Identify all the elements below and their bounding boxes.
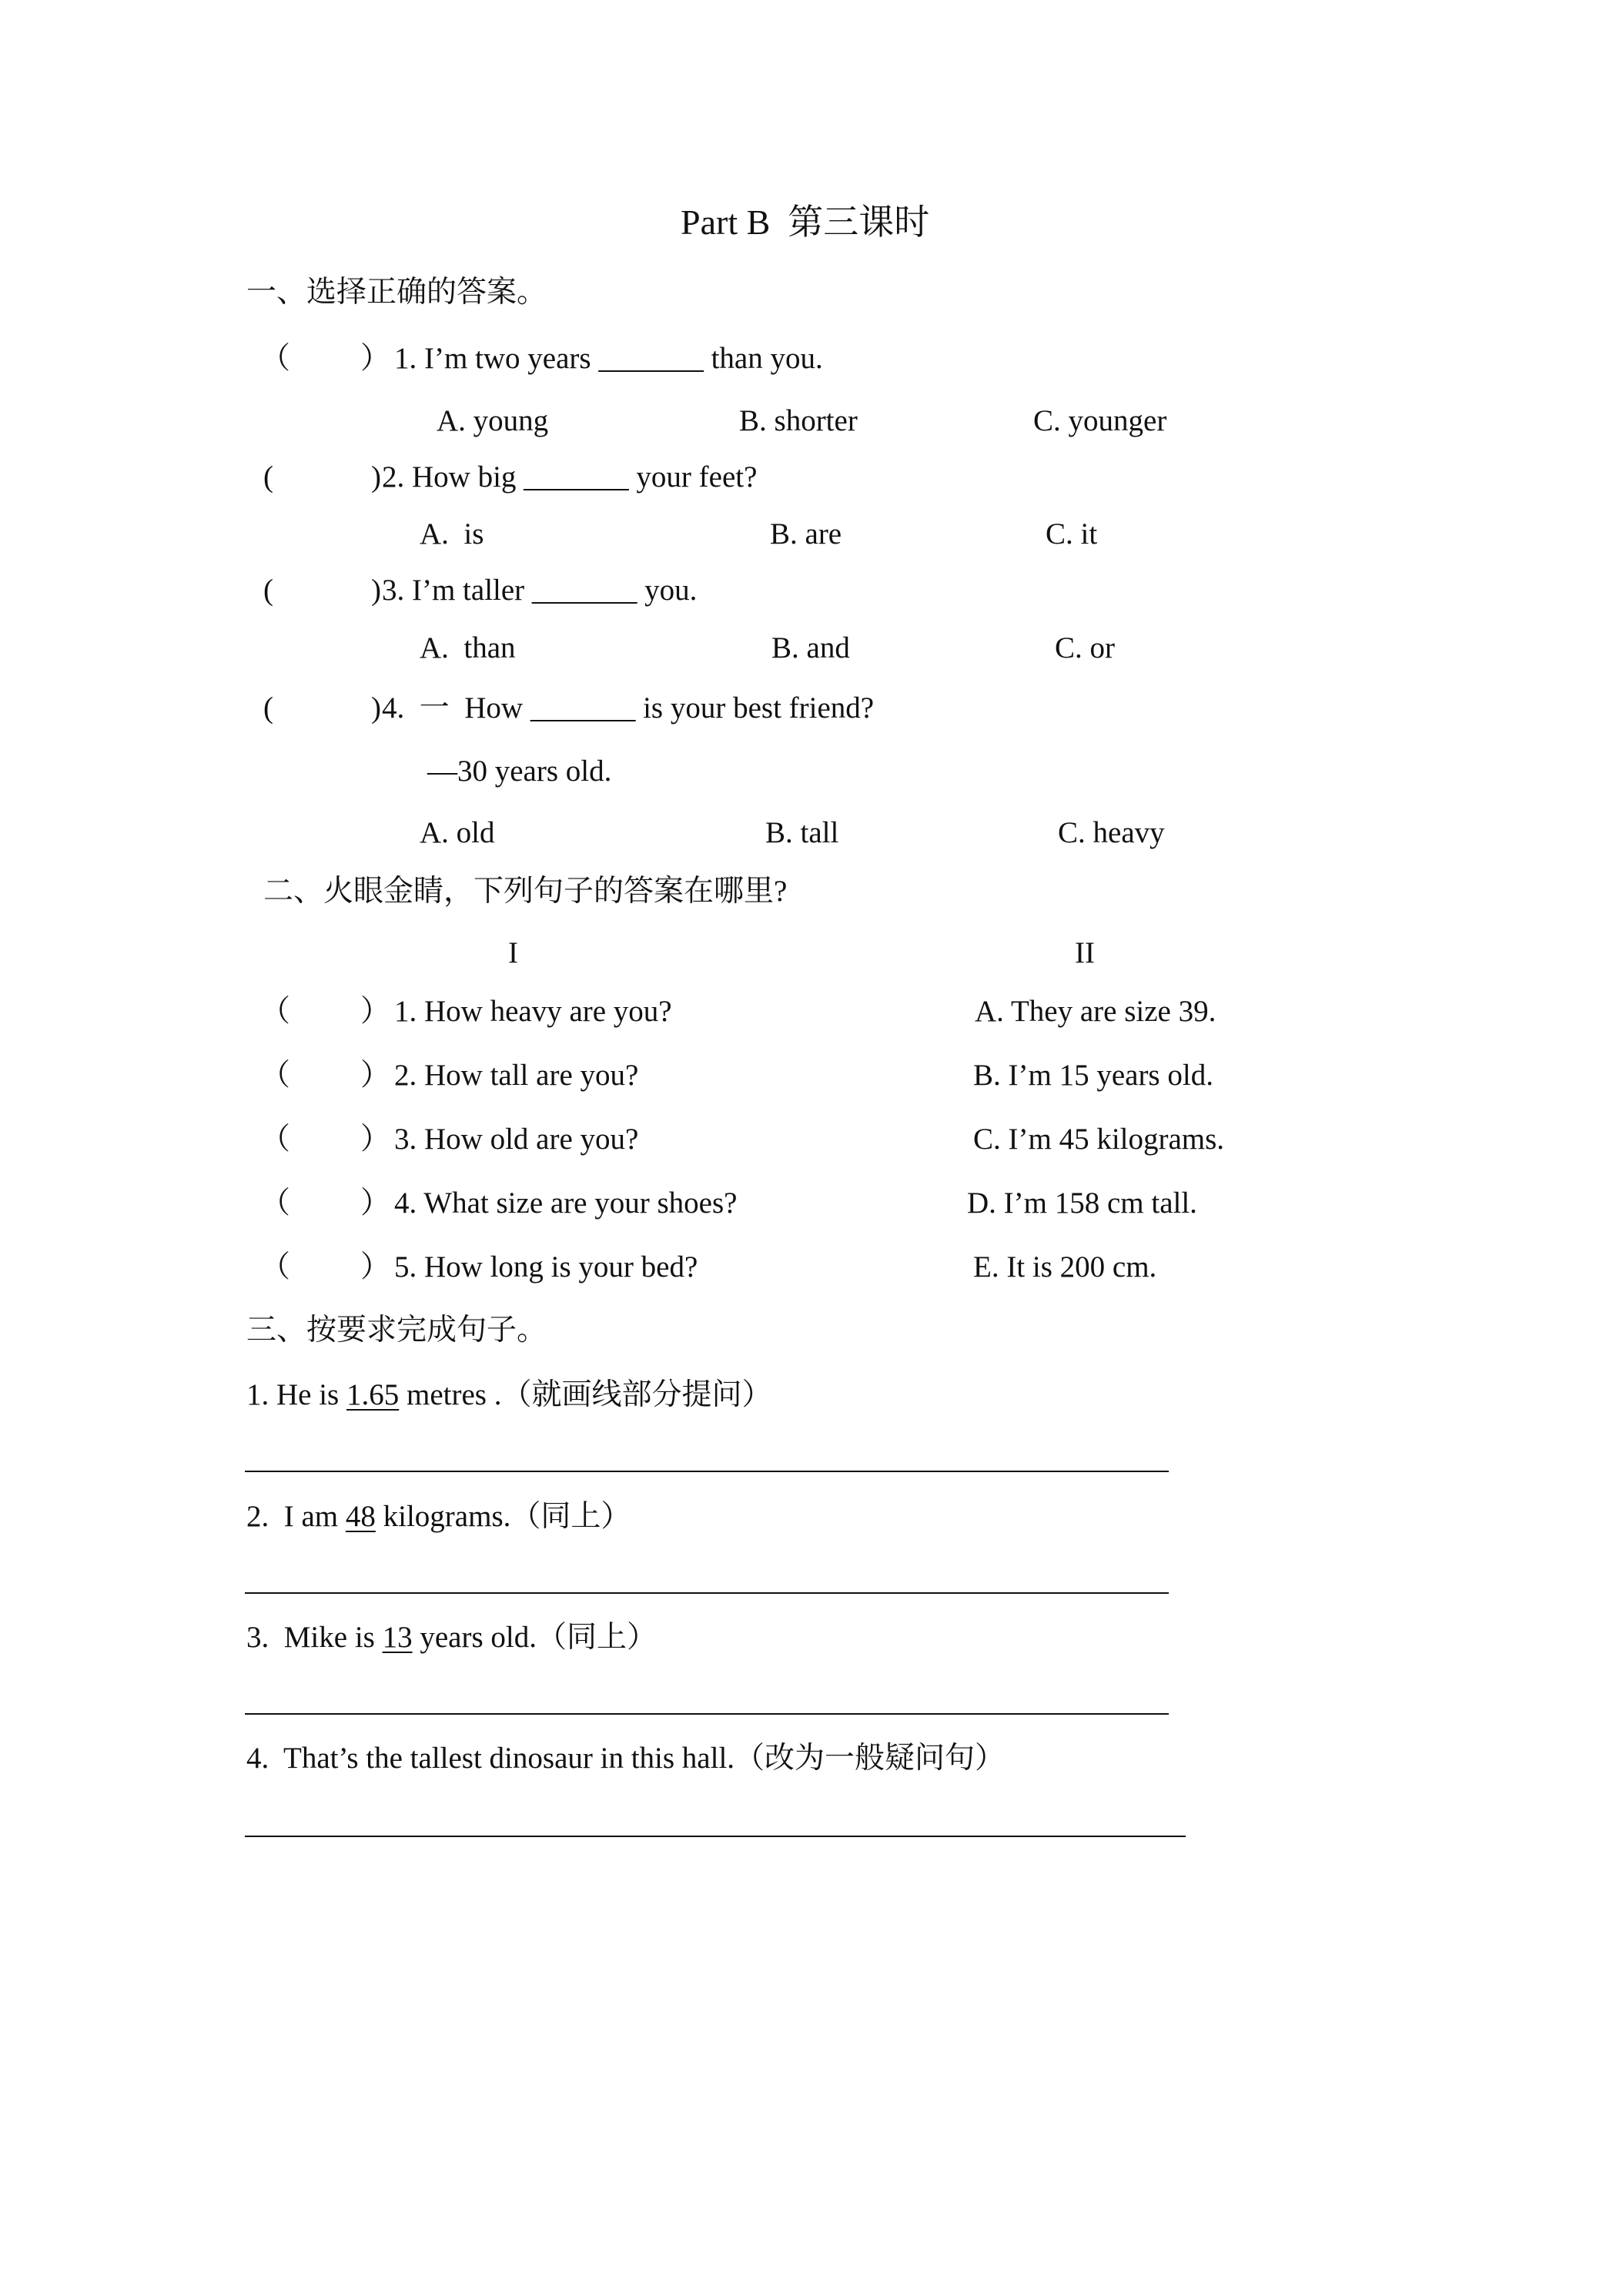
question-text: 2. How big _______ your feet?: [382, 460, 758, 494]
option-c: C. or: [1055, 631, 1115, 664]
answer-bracket-open: （: [260, 1059, 291, 1092]
answer-bracket-open: (: [263, 691, 273, 725]
answer-bracket-close: ）: [360, 1123, 391, 1156]
option-a: A. old: [420, 816, 495, 849]
underlined-part: 13: [382, 1621, 413, 1654]
answer-bracket-close: ）: [360, 1250, 391, 1284]
answer-bracket-close: ): [371, 574, 381, 607]
underlined-part: 48: [345, 1500, 376, 1533]
answer-line: —30 years old.: [427, 755, 612, 788]
item-suffix: years old.（同上）: [412, 1621, 657, 1654]
rewrite-item-3: [246, 1622, 657, 1652]
match-answer: A. They are size 39.: [975, 995, 1216, 1028]
rewrite-item-4: [246, 1743, 1005, 1773]
section2-heading: 二、火眼金睛，下列句子的答案在哪里?: [263, 875, 788, 908]
option-b: B. and: [771, 631, 850, 664]
match-answer: C. I’m 45 kilograms.: [973, 1123, 1225, 1156]
answer-bracket-open: （: [260, 1123, 291, 1156]
answer-bracket-open: （: [260, 995, 291, 1028]
answer-bracket-close: ）: [360, 1059, 391, 1092]
option-b: B. shorter: [739, 404, 858, 437]
answer-bracket-open: (: [263, 574, 273, 607]
column-header-i: I: [508, 936, 518, 969]
answer-bracket-open: （: [260, 1250, 291, 1284]
item-prefix: 4. That’s the tallest dinosaur in this hall.（改为一般疑问句）: [246, 1742, 1006, 1775]
option-b: B. are: [770, 517, 842, 551]
option-c: C. younger: [1033, 404, 1167, 437]
column-header-ii: II: [1075, 936, 1095, 969]
underlined-part: 1.65: [346, 1378, 400, 1411]
match-question: 3. How old are you?: [394, 1123, 639, 1156]
option-c: C. it: [1046, 517, 1098, 551]
match-answer: B. I’m 15 years old.: [973, 1059, 1213, 1092]
match-question: 4. What size are your shoes?: [394, 1186, 738, 1220]
answer-bracket-open: (: [263, 460, 273, 494]
answer-bracket-close: ）: [360, 995, 391, 1028]
option-a: A. young: [437, 404, 549, 437]
match-answer: E. It is 200 cm.: [973, 1250, 1157, 1284]
answer-line-4[interactable]: [245, 1836, 1186, 1837]
section1-heading: 一、选择正确的答案。: [246, 276, 547, 309]
answer-bracket-open: （: [260, 342, 291, 375]
answer-line-1[interactable]: [245, 1471, 1169, 1472]
answer-bracket-close: ): [371, 460, 381, 494]
option-c: C. heavy: [1058, 816, 1165, 849]
match-question: 1. How heavy are you?: [394, 995, 672, 1028]
answer-bracket-close: ）: [360, 342, 391, 375]
answer-bracket-close: ): [371, 691, 381, 725]
option-a: A. is: [420, 517, 484, 551]
match-question: 5. How long is your bed?: [394, 1250, 698, 1284]
item-prefix: 3. Mike is: [246, 1621, 383, 1654]
answer-line-3[interactable]: [245, 1713, 1169, 1715]
item-suffix: metres .（就画线部分提问）: [399, 1378, 772, 1411]
answer-line-2[interactable]: [245, 1592, 1169, 1594]
option-b: B. tall: [765, 816, 839, 849]
item-prefix: 1. He is: [246, 1378, 346, 1411]
match-answer: D. I’m 158 cm tall.: [967, 1186, 1197, 1220]
rewrite-item-1: [246, 1380, 771, 1410]
answer-bracket-open: （: [260, 1186, 291, 1220]
match-question: 2. How tall are you?: [394, 1059, 639, 1092]
item-suffix: kilograms.（同上）: [375, 1500, 631, 1533]
rewrite-item-2: [246, 1501, 631, 1531]
page-title: Part B 第三课时: [681, 202, 930, 242]
option-a: A. than: [420, 631, 516, 664]
question-text: 3. I’m taller _______ you.: [382, 574, 698, 607]
answer-bracket-close: ）: [360, 1186, 391, 1220]
item-prefix: 2. I am: [246, 1500, 346, 1533]
question-text: 4. 一 How _______ is your best friend?: [382, 691, 875, 725]
section3-heading: 三、按要求完成句子。: [246, 1314, 547, 1347]
question-text: 1. I’m two years _______ than you.: [394, 342, 823, 375]
